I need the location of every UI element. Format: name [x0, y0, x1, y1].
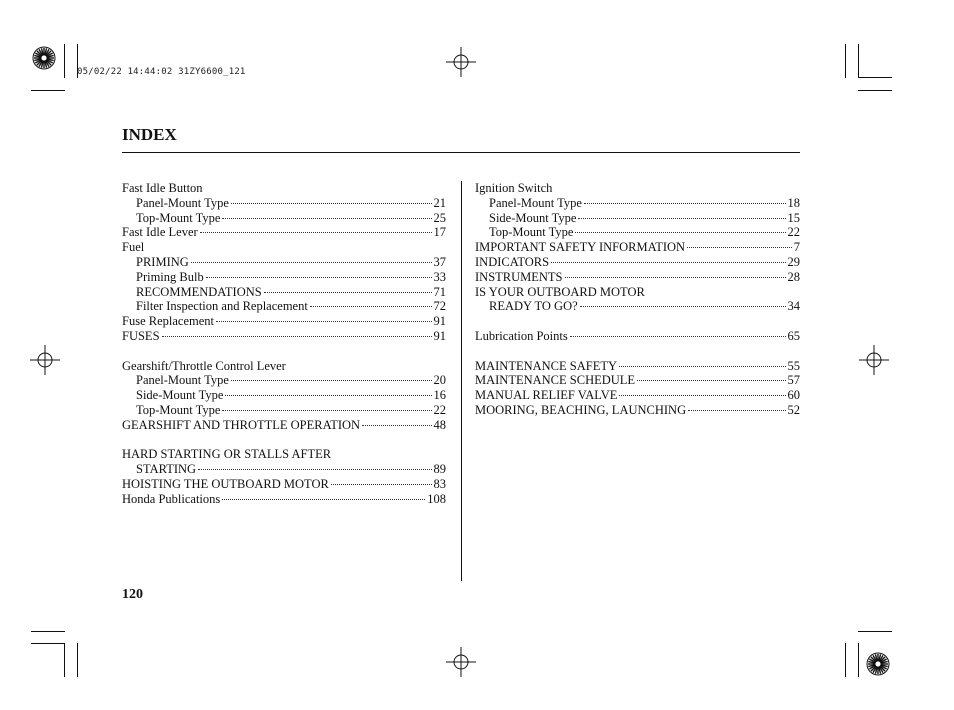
entry-label: IMPORTANT SAFETY INFORMATION	[475, 240, 686, 255]
entry-page: 7	[793, 240, 800, 255]
crosshair-bottom-icon	[446, 647, 476, 677]
index-entry[interactable]	[475, 255, 800, 270]
dot-leader	[216, 320, 432, 322]
entry-label: MANUAL RELIEF VALVE	[475, 388, 618, 403]
index-entry[interactable]	[122, 211, 446, 226]
entry-label: INDICATORS	[475, 254, 550, 269]
entry-page: 83	[433, 476, 446, 491]
print-stamp: 05/02/22 14:44:02 31ZY6600_121	[77, 67, 246, 77]
index-entry[interactable]	[122, 388, 446, 403]
dot-leader	[578, 217, 785, 219]
entry-page: 60	[787, 388, 800, 403]
entry-gap	[122, 344, 446, 359]
index-entry[interactable]	[475, 299, 800, 314]
entry-page: 108	[427, 491, 446, 506]
page-number: 120	[122, 587, 143, 602]
entry-label: Fuse Replacement	[122, 314, 214, 329]
registration-target-icon	[864, 650, 892, 678]
entry-label: Lubrication Points	[475, 328, 568, 343]
index-entry[interactable]	[122, 373, 446, 388]
index-entry[interactable]	[475, 285, 800, 300]
index-entry[interactable]	[122, 240, 446, 255]
dot-leader	[584, 202, 786, 204]
index-entry[interactable]	[122, 447, 446, 462]
entry-page: 89	[433, 462, 446, 477]
entry-label: Panel-Mount Type	[136, 373, 229, 388]
index-entry[interactable]	[122, 329, 446, 344]
entry-gap	[475, 314, 800, 329]
entry-page: 65	[787, 328, 800, 343]
dot-leader	[231, 202, 432, 204]
entry-page: 34	[787, 299, 800, 314]
entry-page: 28	[787, 269, 800, 284]
entry-label: READY TO GO?	[489, 299, 578, 314]
entry-page: 48	[433, 417, 446, 432]
entry-label: Top-Mount Type	[136, 402, 221, 417]
entry-page: 16	[433, 388, 446, 403]
entry-label: Panel-Mount Type	[489, 195, 582, 210]
dot-leader	[264, 291, 432, 293]
entry-label: HARD STARTING OR STALLS AFTER	[122, 447, 332, 462]
dot-leader	[688, 409, 785, 411]
index-entry[interactable]	[122, 477, 446, 492]
entry-page: 91	[433, 328, 446, 343]
entry-page: 18	[787, 195, 800, 210]
entry-page: 91	[433, 314, 446, 329]
entry-label: HOISTING THE OUTBOARD MOTOR	[122, 476, 329, 491]
index-entry[interactable]	[122, 492, 446, 507]
dot-leader	[225, 394, 431, 396]
entry-label: MAINTENANCE SAFETY	[475, 358, 618, 373]
entry-page: 22	[787, 225, 800, 240]
entry-page: 57	[787, 373, 800, 388]
dot-leader	[362, 424, 431, 426]
index-column-right	[475, 181, 800, 418]
index-entry[interactable]	[475, 270, 800, 285]
crosshair-left-icon	[30, 345, 60, 375]
entry-label: RECOMMENDATIONS	[136, 284, 262, 299]
entry-label: Fuel	[122, 240, 145, 255]
entry-gap	[122, 433, 446, 448]
entry-label: Honda Publications	[122, 491, 221, 506]
entry-page: 17	[433, 225, 446, 240]
index-entry[interactable]	[122, 359, 446, 374]
entry-page: 52	[787, 402, 800, 417]
entry-page: 21	[433, 195, 446, 210]
entry-label: IS YOUR OUTBOARD MOTOR	[475, 284, 645, 299]
title-divider	[122, 152, 800, 153]
entry-label: Side-Mount Type	[489, 210, 577, 225]
entry-page: 29	[787, 254, 800, 269]
index-entry[interactable]	[475, 403, 800, 418]
index-entry[interactable]	[475, 373, 800, 388]
index-entry[interactable]	[475, 181, 800, 196]
entry-page: 15	[787, 210, 800, 225]
dot-leader	[575, 231, 785, 233]
entry-page: 20	[433, 373, 446, 388]
dot-leader	[331, 483, 432, 485]
entry-label: Gearshift/Throttle Control Lever	[122, 358, 286, 373]
index-entry[interactable]	[122, 462, 446, 477]
entry-label: Fast Idle Button	[122, 181, 203, 195]
entry-label: Side-Mount Type	[136, 388, 224, 403]
dot-leader	[637, 379, 785, 381]
dot-leader	[198, 468, 431, 470]
crosshair-top-icon	[446, 47, 476, 77]
index-entry[interactable]	[122, 196, 446, 211]
page-title: INDEX	[122, 125, 177, 144]
dot-leader	[619, 365, 785, 367]
entry-label: Priming Bulb	[136, 269, 204, 284]
entry-page: 72	[433, 299, 446, 314]
index-entry[interactable]	[475, 211, 800, 226]
entry-label: Ignition Switch	[475, 181, 553, 195]
entry-label: PRIMING	[136, 254, 189, 269]
dot-leader	[310, 305, 432, 307]
dot-leader	[222, 217, 431, 219]
entry-label: MAINTENANCE SCHEDULE	[475, 373, 636, 388]
dot-leader	[580, 305, 786, 307]
index-entry[interactable]	[122, 418, 446, 433]
dot-leader	[551, 261, 785, 263]
dot-leader	[191, 261, 432, 263]
crosshair-right-icon	[859, 345, 889, 375]
index-entry[interactable]	[122, 225, 446, 240]
entry-label: Top-Mount Type	[489, 225, 574, 240]
entry-page: 37	[433, 254, 446, 269]
entry-page: 33	[433, 269, 446, 284]
entry-label: STARTING	[136, 462, 197, 477]
dot-leader	[565, 276, 786, 278]
index-entry[interactable]	[122, 403, 446, 418]
index-entry[interactable]	[475, 388, 800, 403]
entry-label: FUSES	[122, 328, 160, 343]
dot-leader	[222, 409, 431, 411]
entry-label: MOORING, BEACHING, LAUNCHING	[475, 402, 687, 417]
column-divider	[461, 181, 462, 581]
entry-label: Panel-Mount Type	[136, 195, 229, 210]
entry-label: Filter Inspection and Replacement	[136, 299, 308, 314]
dot-leader	[570, 335, 786, 337]
entry-label: Fast Idle Lever	[122, 225, 198, 240]
registration-target-icon	[30, 44, 58, 72]
index-entry[interactable]	[122, 299, 446, 314]
entry-label: Top-Mount Type	[136, 210, 221, 225]
index-entry[interactable]	[475, 196, 800, 211]
entry-page: 22	[433, 402, 446, 417]
entry-page: 55	[787, 358, 800, 373]
index-column-left	[122, 181, 446, 507]
entry-gap	[475, 344, 800, 359]
index-entry[interactable]	[475, 359, 800, 374]
dot-leader	[619, 394, 785, 396]
index-entry[interactable]	[475, 329, 800, 344]
dot-leader	[687, 246, 792, 248]
index-entry[interactable]	[122, 314, 446, 329]
index-entry[interactable]	[475, 225, 800, 240]
dot-leader	[200, 231, 432, 233]
dot-leader	[162, 335, 432, 337]
entry-page: 71	[433, 284, 446, 299]
entry-page: 25	[433, 210, 446, 225]
dot-leader	[206, 276, 432, 278]
index-entry[interactable]	[475, 240, 800, 255]
index-entry[interactable]	[122, 181, 446, 196]
index-entry[interactable]	[122, 285, 446, 300]
dot-leader	[222, 498, 425, 500]
dot-leader	[231, 379, 432, 381]
index-entry[interactable]	[122, 270, 446, 285]
entry-label: INSTRUMENTS	[475, 269, 563, 284]
entry-label: GEARSHIFT AND THROTTLE OPERATION	[122, 417, 361, 432]
index-entry[interactable]	[122, 255, 446, 270]
